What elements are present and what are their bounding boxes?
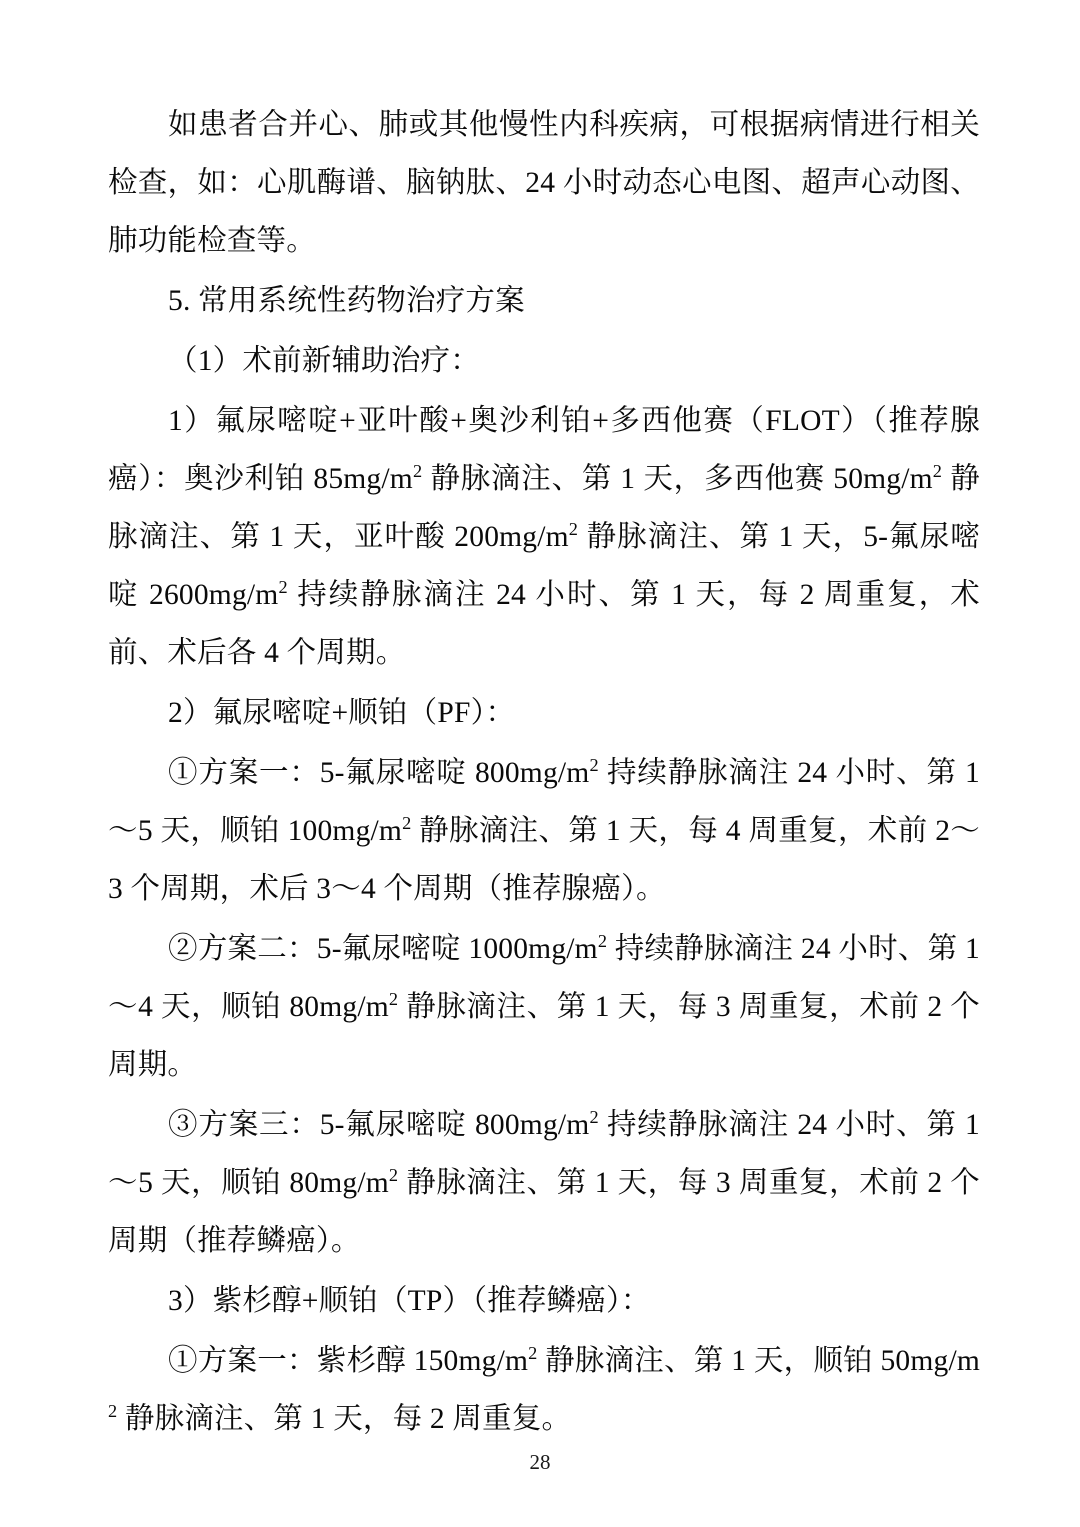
paragraph-regimen-tp-heading: 3）紫杉醇+顺铂（TP）（推荐鳞癌）： xyxy=(168,1285,651,1317)
paragraph-section-heading-5: 5. 常用系统性药物治疗方案 xyxy=(168,285,525,317)
page-number: 28 xyxy=(529,1450,551,1474)
paragraph-preoperative-evaluation: 如患者合并心、肺或其他慢性内科疾病，可根据病情进行相关检查，如：心肌酶谱、脑钠肽、24 小时动态心电图、超声心动图、肺功能检查等。 xyxy=(108,109,980,257)
paragraph-regimen-pf-heading: 2）氟尿嘧啶+顺铂（PF）： xyxy=(168,697,516,729)
paragraph-regimen-pf-option-2: ②方案二：5-氟尿嘧啶 $1000mg/m^2$ 持续静脉滴注 24 小时、第 1～4 天，顺铂 $80mg/m^2$ 静脉滴注、第 1 天，每 3 周重复，术前 2 个周期。 xyxy=(108,931,981,1081)
page-body xyxy=(108,96,980,1450)
paragraph-regimen-pf-option-3: ③方案三：5-氟尿嘧啶 $800mg/m^2$ 持续静脉滴注 24 小时、第 1～5 天，顺铂 $80mg/m^2$ 静脉滴注、第 1 天，每 3 周重复，术前 2 个周期（推荐鳞癌）。 xyxy=(108,1107,981,1257)
paragraph-regimen-tp-option-1: ①方案一：紫杉醇 $150mg/m^2$ 静脉滴注、第 1 天，顺铂 $50mg/m^2$ 静脉滴注、第 1 天，每 2 周重复。 xyxy=(108,1343,980,1435)
paragraph-subsection-1: （1）术前新辅助治疗： xyxy=(168,345,480,377)
paragraph-regimen-flot: 1）氟尿嘧啶+亚叶酸+奥沙利铂+多西他赛（FLOT）（推荐腺癌）：奥沙利铂 $85mg/m^2$ 静脉滴注、第 1 天，多西他赛 $50mg/m^2$ 静脉滴注、第 1 天，亚叶酸 $200mg/m^2$ 静脉滴注、第 1 天，5-氟尿嘧啶 $2600mg/m^2$ 持续静脉滴注 24 小时、第 1 天，每 2 周重复，术前、术后各 4 个周期。 xyxy=(108,405,980,669)
paragraph-regimen-pf-option-1: ①方案一：5-氟尿嘧啶 $800mg/m^2$ 持续静脉滴注 24 小时、第 1～5 天，顺铂 $100mg/m^2$ 静脉滴注、第 1 天，每 4 周重复，术前 2～3 个周期，术后 3～4 个周期（推荐腺癌）。 xyxy=(108,755,980,905)
